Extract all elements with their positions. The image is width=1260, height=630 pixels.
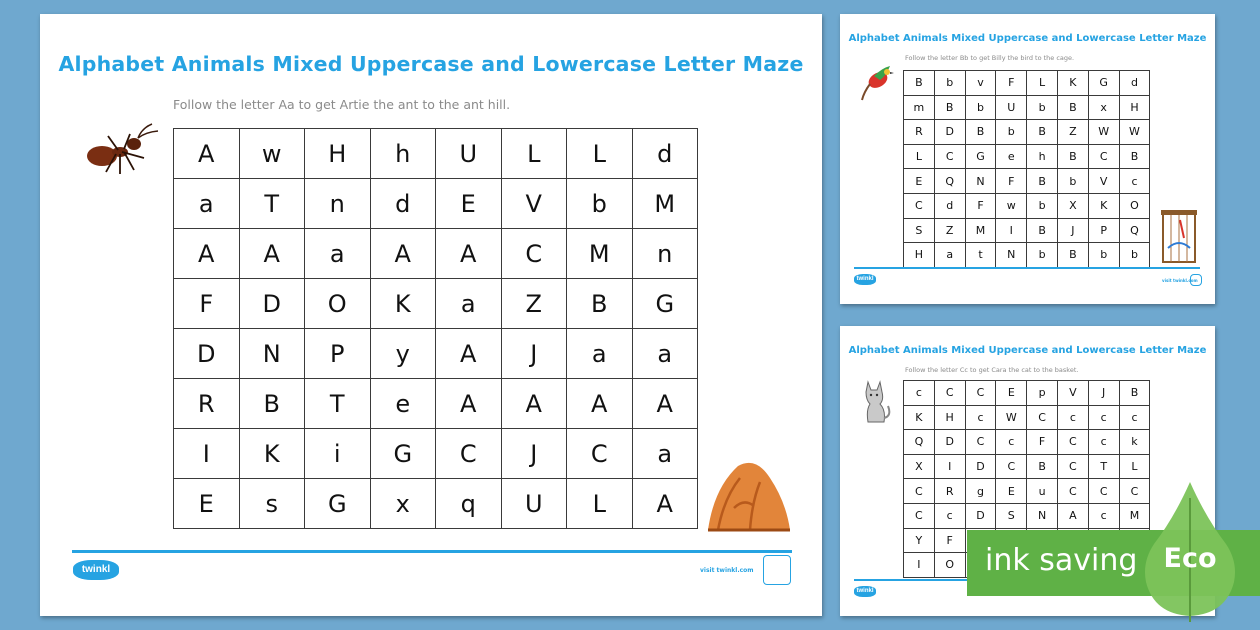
maze-cell: V	[1088, 169, 1119, 194]
maze-cell: C	[996, 454, 1027, 479]
twinkl-logo: twinkl	[73, 560, 119, 580]
maze-cell: a	[632, 429, 698, 479]
maze-cell: a	[567, 329, 633, 379]
maze-cell: h	[1027, 144, 1058, 169]
bird-cage-icon	[1160, 208, 1198, 264]
eco-label: Eco	[1163, 543, 1217, 574]
maze-cell: F	[934, 528, 965, 553]
maze-cell: W	[1119, 120, 1150, 145]
table-row	[904, 430, 1150, 455]
maze-cell: L	[1027, 71, 1058, 96]
maze-cell: D	[239, 279, 305, 329]
maze-cell: x	[1088, 95, 1119, 120]
maze-cell: b	[1119, 243, 1150, 268]
maze-cell: b	[1088, 243, 1119, 268]
table-row	[174, 179, 698, 229]
maze-cell: F	[174, 279, 240, 329]
maze-cell: X	[1057, 193, 1088, 218]
maze-cell: Z	[934, 218, 965, 243]
table-row	[904, 381, 1150, 406]
maze-cell: G	[305, 479, 371, 529]
maze-cell: P	[1088, 218, 1119, 243]
ant-hill-icon	[704, 458, 794, 534]
maze-cell: d	[632, 129, 698, 179]
maze-cell: L	[567, 479, 633, 529]
maze-cell: Z	[1057, 120, 1088, 145]
maze-cell: D	[965, 503, 996, 528]
maze-cell: h	[370, 129, 436, 179]
checked-icon	[1190, 274, 1202, 286]
maze-cell: b	[1027, 95, 1058, 120]
maze-cell: c	[1119, 169, 1150, 194]
maze-cell: J	[1088, 381, 1119, 406]
maze-cell: t	[965, 243, 996, 268]
maze-cell: B	[1027, 120, 1058, 145]
maze-cell: E	[436, 179, 502, 229]
maze-cell: p	[1027, 381, 1058, 406]
maze-cell: A	[632, 379, 698, 429]
maze-cell: s	[239, 479, 305, 529]
maze-cell: K	[239, 429, 305, 479]
maze-cell: m	[904, 95, 935, 120]
maze-cell: d	[1119, 71, 1150, 96]
maze-cell: N	[239, 329, 305, 379]
table-row	[174, 129, 698, 179]
maze-cell: Z	[501, 279, 567, 329]
maze-cell: C	[501, 229, 567, 279]
maze-cell: B	[904, 71, 935, 96]
worksheet-preview-bird[interactable]	[840, 14, 1215, 304]
maze-cell: M	[1119, 503, 1150, 528]
maze-cell: R	[904, 120, 935, 145]
maze-cell: b	[965, 95, 996, 120]
table-row	[904, 454, 1150, 479]
maze-cell: V	[501, 179, 567, 229]
table-row	[904, 405, 1150, 430]
maze-cell: D	[965, 454, 996, 479]
maze-cell: c	[1057, 405, 1088, 430]
maze-cell: C	[1057, 479, 1088, 504]
page-title: Alphabet Animals Mixed Uppercase and Lowercase Letter Maze	[848, 33, 1207, 44]
table-row	[904, 479, 1150, 504]
maze-cell: B	[1027, 218, 1058, 243]
maze-cell: U	[501, 479, 567, 529]
maze-cell: Q	[934, 169, 965, 194]
maze-cell: T	[239, 179, 305, 229]
maze-cell: E	[996, 479, 1027, 504]
maze-cell: A	[239, 229, 305, 279]
maze-cell: E	[174, 479, 240, 529]
maze-cell: F	[996, 71, 1027, 96]
table-row	[174, 229, 698, 279]
maze-cell: A	[1057, 503, 1088, 528]
instruction-text: Follow the letter Cc to get Cara the cat to the basket.	[905, 366, 1079, 374]
maze-cell: L	[904, 144, 935, 169]
table-row	[174, 279, 698, 329]
maze-cell: b	[1027, 243, 1058, 268]
maze-cell: C	[567, 429, 633, 479]
maze-cell: A	[632, 479, 698, 529]
maze-cell: C	[965, 430, 996, 455]
maze-cell: M	[567, 229, 633, 279]
table-row	[904, 243, 1150, 268]
table-row	[174, 329, 698, 379]
maze-cell: R	[934, 479, 965, 504]
checked-icon	[763, 555, 791, 585]
maze-cell: Q	[904, 430, 935, 455]
bird-icon	[860, 62, 896, 102]
maze-cell: C	[1027, 405, 1058, 430]
maze-cell: c	[1088, 405, 1119, 430]
maze-cell: F	[996, 169, 1027, 194]
maze-cell: A	[436, 379, 502, 429]
maze-cell: a	[436, 279, 502, 329]
table-row	[904, 71, 1150, 96]
footer-divider	[72, 550, 792, 553]
maze-cell: q	[436, 479, 502, 529]
footer-url: visit twinkl.com	[700, 567, 754, 574]
maze-cell: S	[904, 218, 935, 243]
maze-cell: a	[305, 229, 371, 279]
maze-cell: G	[370, 429, 436, 479]
maze-cell: D	[174, 329, 240, 379]
maze-cell: x	[370, 479, 436, 529]
maze-cell: b	[996, 120, 1027, 145]
maze-cell: V	[1057, 381, 1088, 406]
maze-cell: E	[904, 169, 935, 194]
maze-cell: T	[305, 379, 371, 429]
maze-cell: C	[934, 144, 965, 169]
twinkl-logo: twinkl	[854, 274, 876, 285]
maze-cell: P	[305, 329, 371, 379]
maze-cell: W	[1088, 120, 1119, 145]
main-worksheet	[40, 14, 822, 616]
maze-cell: n	[305, 179, 371, 229]
maze-cell: w	[239, 129, 305, 179]
maze-cell: H	[305, 129, 371, 179]
maze-cell: B	[1119, 144, 1150, 169]
maze-cell: a	[934, 243, 965, 268]
maze-cell: C	[965, 381, 996, 406]
maze-cell: F	[965, 193, 996, 218]
maze-cell: H	[934, 405, 965, 430]
maze-cell: L	[501, 129, 567, 179]
maze-cell: c	[1119, 405, 1150, 430]
maze-cell: c	[904, 381, 935, 406]
maze-cell: A	[174, 229, 240, 279]
maze-cell: T	[1088, 454, 1119, 479]
maze-cell: A	[436, 229, 502, 279]
maze-cell: J	[501, 329, 567, 379]
maze-cell: c	[934, 503, 965, 528]
maze-cell: a	[632, 329, 698, 379]
maze-cell: B	[934, 95, 965, 120]
maze-cell: O	[1119, 193, 1150, 218]
letter-maze-grid	[903, 70, 1150, 268]
maze-cell: X	[904, 454, 935, 479]
maze-cell: M	[965, 218, 996, 243]
maze-cell: b	[1027, 193, 1058, 218]
maze-cell: c	[1088, 503, 1119, 528]
maze-cell: R	[174, 379, 240, 429]
maze-cell: C	[436, 429, 502, 479]
maze-cell: g	[965, 479, 996, 504]
maze-cell: U	[436, 129, 502, 179]
maze-cell: J	[501, 429, 567, 479]
maze-cell: b	[934, 71, 965, 96]
table-row	[174, 379, 698, 429]
table-row	[904, 144, 1150, 169]
maze-cell: I	[996, 218, 1027, 243]
maze-cell: K	[904, 405, 935, 430]
table-row	[174, 429, 698, 479]
maze-cell: n	[632, 229, 698, 279]
page-title: Alphabet Animals Mixed Uppercase and Lowercase Letter Maze	[848, 345, 1207, 356]
maze-cell: K	[1088, 193, 1119, 218]
maze-cell: C	[934, 381, 965, 406]
maze-cell: G	[632, 279, 698, 329]
maze-cell: b	[567, 179, 633, 229]
maze-cell: Y	[904, 528, 935, 553]
maze-cell: B	[567, 279, 633, 329]
maze-cell: B	[965, 120, 996, 145]
twinkl-logo: twinkl	[854, 586, 876, 597]
table-row	[904, 120, 1150, 145]
maze-cell: y	[370, 329, 436, 379]
maze-cell: B	[1057, 243, 1088, 268]
maze-cell: C	[1119, 479, 1150, 504]
maze-cell: d	[370, 179, 436, 229]
maze-cell: N	[1027, 503, 1058, 528]
maze-cell: W	[996, 405, 1027, 430]
maze-cell: A	[501, 379, 567, 429]
maze-cell: G	[1088, 71, 1119, 96]
maze-cell: A	[370, 229, 436, 279]
maze-cell: D	[934, 120, 965, 145]
maze-cell: B	[1027, 454, 1058, 479]
maze-cell: B	[239, 379, 305, 429]
maze-cell: a	[174, 179, 240, 229]
maze-cell: C	[1088, 479, 1119, 504]
cat-icon	[860, 378, 892, 424]
maze-cell: c	[996, 430, 1027, 455]
maze-cell: F	[1027, 430, 1058, 455]
maze-cell: C	[1088, 144, 1119, 169]
table-row	[904, 193, 1150, 218]
maze-cell: B	[1057, 95, 1088, 120]
maze-cell: B	[1057, 144, 1088, 169]
maze-cell: D	[934, 430, 965, 455]
letter-maze-grid	[173, 128, 698, 529]
maze-cell: I	[174, 429, 240, 479]
maze-cell: K	[1057, 71, 1088, 96]
maze-cell: M	[632, 179, 698, 229]
table-row	[174, 479, 698, 529]
instruction-text: Follow the letter Aa to get Artie the ant to the ant hill.	[173, 97, 511, 112]
ink-saving-text: ink saving	[985, 543, 1138, 578]
maze-cell: C	[904, 479, 935, 504]
footer-url: visit twinkl.com	[1162, 278, 1198, 283]
maze-cell: E	[996, 381, 1027, 406]
maze-cell: B	[1027, 169, 1058, 194]
maze-cell: J	[1057, 218, 1088, 243]
maze-cell: e	[996, 144, 1027, 169]
maze-cell: A	[436, 329, 502, 379]
maze-cell: c	[1088, 430, 1119, 455]
maze-cell: C	[904, 193, 935, 218]
maze-cell: S	[996, 503, 1027, 528]
maze-cell: Q	[1119, 218, 1150, 243]
maze-cell: c	[965, 405, 996, 430]
maze-cell: N	[965, 169, 996, 194]
table-row	[904, 218, 1150, 243]
maze-cell: v	[965, 71, 996, 96]
maze-cell: w	[996, 193, 1027, 218]
maze-cell: K	[370, 279, 436, 329]
ant-icon	[86, 122, 162, 182]
page-title: Alphabet Animals Mixed Uppercase and Lowercase Letter Maze	[58, 52, 804, 76]
maze-cell: u	[1027, 479, 1058, 504]
table-row	[904, 95, 1150, 120]
maze-cell: A	[567, 379, 633, 429]
maze-cell: H	[1119, 95, 1150, 120]
maze-cell: d	[934, 193, 965, 218]
table-row	[904, 169, 1150, 194]
instruction-text: Follow the letter Bb to get Billy the bird to the cage.	[905, 54, 1075, 62]
maze-cell: I	[934, 454, 965, 479]
maze-cell: U	[996, 95, 1027, 120]
maze-cell: b	[1057, 169, 1088, 194]
maze-cell: C	[1057, 454, 1088, 479]
maze-cell: G	[965, 144, 996, 169]
maze-cell: C	[904, 503, 935, 528]
maze-cell: A	[174, 129, 240, 179]
table-row	[904, 503, 1150, 528]
maze-cell: B	[1119, 381, 1150, 406]
maze-cell: I	[904, 553, 935, 578]
maze-cell: i	[305, 429, 371, 479]
maze-cell: L	[1119, 454, 1150, 479]
footer-divider	[854, 267, 1200, 269]
maze-cell: O	[305, 279, 371, 329]
maze-cell: L	[567, 129, 633, 179]
maze-cell: e	[370, 379, 436, 429]
maze-cell: N	[996, 243, 1027, 268]
maze-cell: k	[1119, 430, 1150, 455]
maze-cell: H	[904, 243, 935, 268]
maze-cell: O	[934, 553, 965, 578]
maze-cell: C	[1057, 430, 1088, 455]
